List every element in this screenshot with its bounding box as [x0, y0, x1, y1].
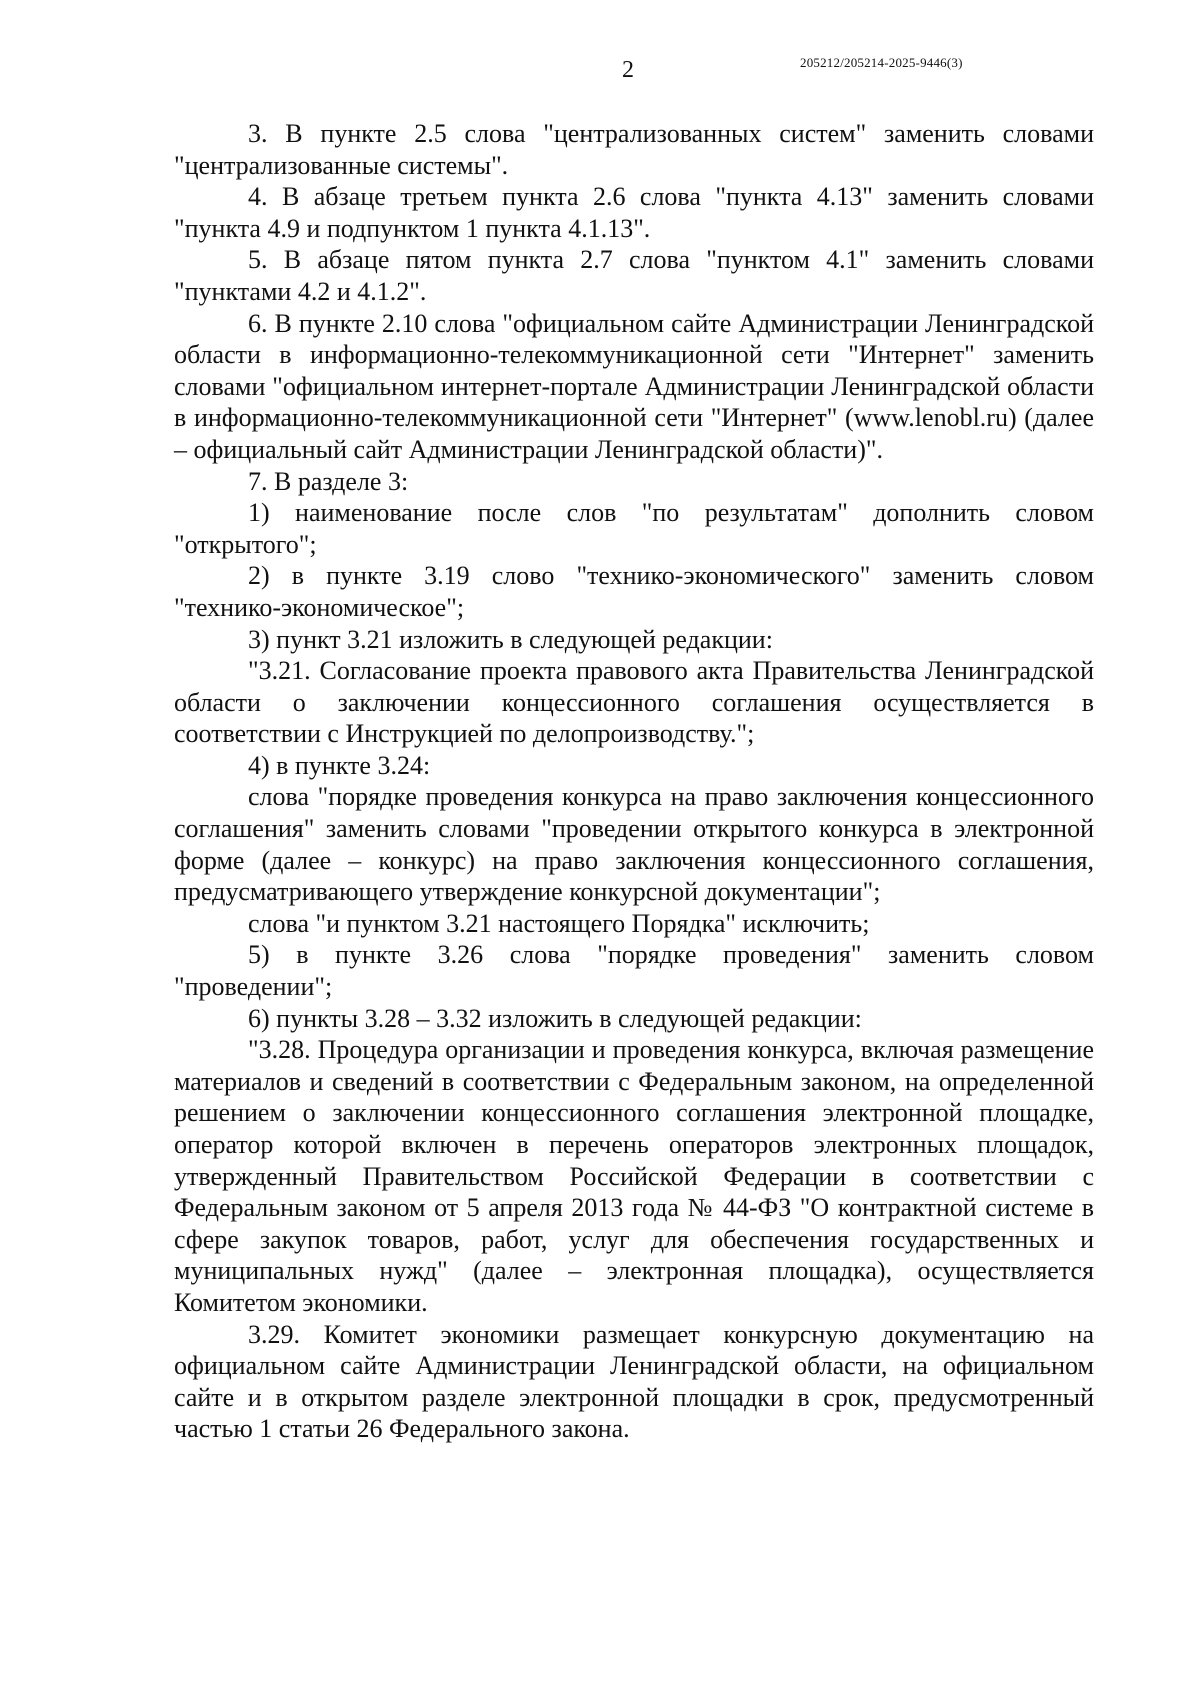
paragraph: 3.29. Комитет экономики размещает конкурсную документацию на официальном сайте Администрации Ленинградской области, на официальном сайте и в открытом разделе электронной площадки в срок, предусмотренный частью 1 статьи 26 Федерального закона.	[174, 1319, 1094, 1444]
document-code: 205212/205214-2025-9446(3)	[800, 55, 963, 70]
paragraph: 5. В абзаце пятом пункта 2.7 слова "пунктом 4.1" заменить словами "пунктами 4.2 и 4.1.2".	[174, 245, 1094, 306]
paragraph: 5) в пункте 3.26 слова "порядке проведения" заменить словом "проведении";	[174, 940, 1094, 1002]
paragraph: 3. В пункте 2.5 слова "централизованных систем" заменить словами "централизованные системы".	[174, 119, 1094, 180]
paragraph: 4. В абзаце третьем пункта 2.6 слова "пункта 4.13" заменить словами "пункта 4.9 и подпунктом 1 пункта 4.1.13".	[174, 182, 1094, 243]
document-body	[174, 118, 1094, 1445]
paragraph: 6. В пункте 2.10 слова "официальном сайте Администрации Ленинградской области в информационно-телекоммуникационной сети "Интернет" заменить словами "официальном интернет-портале Администрации Ленинградской области в информационно-телекоммуникационной сети "Интернет" (www.lenobl.ru) (далее – официальный сайт Администрации Ленинградской области)".	[174, 308, 1094, 464]
paragraph: слова "и пунктом 3.21 настоящего Порядка" исключить;	[248, 908, 870, 938]
paragraph: 7. В разделе 3:	[248, 466, 409, 496]
paragraph: 6) пункты 3.28 – 3.32 изложить в следующей редакции:	[248, 1003, 862, 1033]
paragraph: слова "порядке проведения конкурса на право заключения концессионного соглашения" заменить словами "проведении открытого конкурса в электронной форме (далее – конкурс) на право заключения концессионного соглашения, предусматривающего утверждение конкурсной документации";	[174, 782, 1094, 907]
paragraph: "3.21. Согласование проекта правового акта Правительства Ленинградской области о заключении концессионного соглашения осуществляется в соответствии с Инструкцией по делопроизводству.";	[174, 656, 1094, 749]
page-number: 2	[622, 57, 634, 83]
paragraph: "3.28. Процедура организации и проведения конкурса, включая размещение материалов и сведений в соответствии с Федеральным законом, на определенной решением о заключении концессионного соглашения электронной площадке, оператор которой включен в перечень операторов электронных площадок, утвержденный Правительством Российской Федерации в соответствии с Федеральным законом от 5 апреля 2013 года № 44-ФЗ "О контрактной системе в сфере закупок товаров, работ, услуг для обеспечения государственных и муниципальных нужд" (далее – электронная площадка), осуществляется Комитетом экономики.	[174, 1035, 1094, 1317]
paragraph: 3) пункт 3.21 изложить в следующей редакции:	[248, 624, 773, 654]
paragraph: 2) в пункте 3.19 слово "технико-экономического" заменить словом "технико-экономическое";	[174, 561, 1094, 622]
paragraph: 4) в пункте 3.24:	[248, 750, 431, 780]
paragraph: 1) наименование после слов "по результатам" дополнить словом "открытого";	[174, 498, 1094, 559]
